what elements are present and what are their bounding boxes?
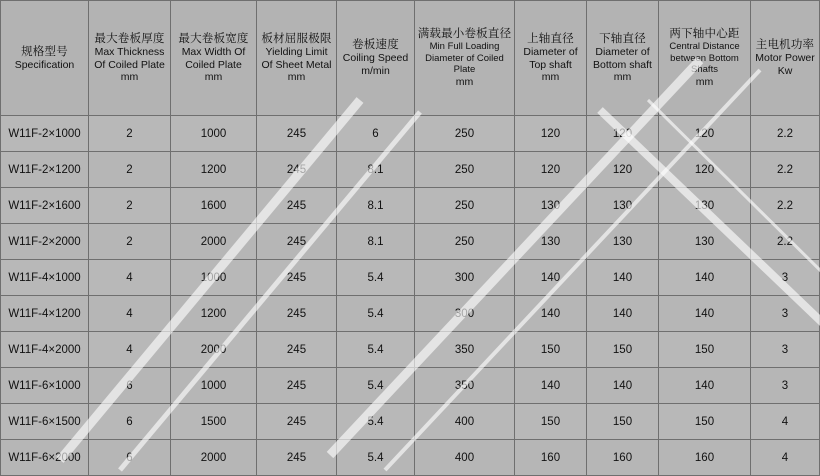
cell-coiling-speed: 8.1 xyxy=(337,224,415,260)
cell-bottom-shaft-diameter: 130 xyxy=(587,188,659,224)
cell-specification: W11F-6×1500 xyxy=(1,404,89,440)
cell-max-thickness: 2 xyxy=(89,116,171,152)
cell-yielding-limit: 245 xyxy=(257,260,337,296)
header-en-text: Diameter of Top shaft xyxy=(523,45,578,71)
cell-bottom-shaft-diameter: 160 xyxy=(587,440,659,476)
table-row xyxy=(1,260,820,296)
cell-specification: W11F-2×1600 xyxy=(1,188,89,224)
header-unit-text: Kw xyxy=(777,65,793,77)
cell-max-width: 1000 xyxy=(171,260,257,296)
table-body xyxy=(1,116,820,476)
cell-max-width: 1000 xyxy=(171,116,257,152)
cell-specification: W11F-6×1000 xyxy=(1,368,89,404)
cell-specification: W11F-2×1000 xyxy=(1,116,89,152)
header-cn-text: 上轴直径 xyxy=(527,32,574,45)
cell-top-shaft-diameter: 150 xyxy=(515,332,587,368)
cell-top-shaft-diameter: 140 xyxy=(515,368,587,404)
column-header-max-thickness xyxy=(89,1,171,116)
header-cn-text: 满载最小卷板直径 xyxy=(417,28,512,41)
cell-max-width: 2000 xyxy=(171,224,257,260)
cell-top-shaft-diameter: 140 xyxy=(515,296,587,332)
cell-min-full-loading-diameter: 350 xyxy=(415,368,515,404)
cell-yielding-limit: 245 xyxy=(257,368,337,404)
column-header-specification xyxy=(1,1,89,116)
cell-yielding-limit: 245 xyxy=(257,188,337,224)
cell-max-thickness: 4 xyxy=(89,260,171,296)
header-unit-text: m/min xyxy=(361,65,390,77)
cell-top-shaft-diameter: 150 xyxy=(515,404,587,440)
cell-min-full-loading-diameter: 300 xyxy=(415,260,515,296)
header-unit-text: mm xyxy=(455,75,474,88)
cell-central-distance: 160 xyxy=(659,440,751,476)
cell-coiling-speed: 6 xyxy=(337,116,415,152)
cell-motor-power: 2.2 xyxy=(751,224,820,260)
column-header-yielding-limit xyxy=(257,1,337,116)
header-en-text: Central Distance between Bottom Shafts xyxy=(669,41,740,76)
cell-coiling-speed: 5.4 xyxy=(337,296,415,332)
cell-top-shaft-diameter: 140 xyxy=(515,260,587,296)
cell-yielding-limit: 245 xyxy=(257,440,337,476)
header-unit-text: mm xyxy=(120,71,139,84)
cell-max-thickness: 4 xyxy=(89,296,171,332)
cell-max-width: 1000 xyxy=(171,368,257,404)
column-header-min-full-loading-diameter xyxy=(415,1,515,116)
column-header-bottom-shaft-diameter xyxy=(587,1,659,116)
cell-specification: W11F-4×1200 xyxy=(1,296,89,332)
header-cn-text: 规格型号 xyxy=(21,45,68,58)
cell-max-thickness: 2 xyxy=(89,188,171,224)
cell-motor-power: 3 xyxy=(751,296,820,332)
header-cn-text: 下轴直径 xyxy=(599,32,646,45)
header-en-text: Min Full Loading Diameter of Coiled Plate xyxy=(425,41,504,76)
header-unit-text: mm xyxy=(204,71,223,84)
cell-min-full-loading-diameter: 300 xyxy=(415,296,515,332)
cell-min-full-loading-diameter: 250 xyxy=(415,116,515,152)
cell-central-distance: 150 xyxy=(659,404,751,440)
table-row xyxy=(1,224,820,260)
cell-yielding-limit: 245 xyxy=(257,296,337,332)
header-unit-text: mm xyxy=(613,71,632,84)
header-en-text: Motor Power xyxy=(755,52,815,65)
cell-coiling-speed: 5.4 xyxy=(337,368,415,404)
cell-max-width: 2000 xyxy=(171,440,257,476)
cell-bottom-shaft-diameter: 120 xyxy=(587,116,659,152)
cell-bottom-shaft-diameter: 130 xyxy=(587,224,659,260)
cell-top-shaft-diameter: 120 xyxy=(515,152,587,188)
column-header-max-width xyxy=(171,1,257,116)
header-unit-text: mm xyxy=(541,71,560,84)
table-row xyxy=(1,116,820,152)
header-cn-text: 板材屈服极限 xyxy=(261,32,332,45)
cell-coiling-speed: 5.4 xyxy=(337,440,415,476)
cell-max-thickness: 2 xyxy=(89,224,171,260)
cell-top-shaft-diameter: 130 xyxy=(515,224,587,260)
cell-yielding-limit: 245 xyxy=(257,332,337,368)
cell-specification: W11F-6×2000 xyxy=(1,440,89,476)
cell-min-full-loading-diameter: 250 xyxy=(415,224,515,260)
table-row xyxy=(1,404,820,440)
cell-coiling-speed: 5.4 xyxy=(337,404,415,440)
cell-central-distance: 130 xyxy=(659,188,751,224)
cell-yielding-limit: 245 xyxy=(257,152,337,188)
cell-bottom-shaft-diameter: 140 xyxy=(587,368,659,404)
table-row xyxy=(1,368,820,404)
cell-bottom-shaft-diameter: 140 xyxy=(587,260,659,296)
header-en-text: Max Width Of Coiled Plate xyxy=(181,45,246,71)
header-unit-text: mm xyxy=(287,71,306,84)
header-cn-text: 主电机功率 xyxy=(755,39,815,52)
cell-central-distance: 140 xyxy=(659,296,751,332)
header-cn-text: 两下轴中心距 xyxy=(669,28,740,41)
table-header xyxy=(1,1,820,116)
cell-central-distance: 140 xyxy=(659,260,751,296)
cell-bottom-shaft-diameter: 120 xyxy=(587,152,659,188)
cell-central-distance: 130 xyxy=(659,224,751,260)
cell-min-full-loading-diameter: 400 xyxy=(415,440,515,476)
cell-motor-power: 3 xyxy=(751,332,820,368)
cell-min-full-loading-diameter: 250 xyxy=(415,188,515,224)
table-row xyxy=(1,152,820,188)
cell-motor-power: 2.2 xyxy=(751,116,820,152)
cell-bottom-shaft-diameter: 150 xyxy=(587,404,659,440)
cell-max-width: 1600 xyxy=(171,188,257,224)
cell-top-shaft-diameter: 160 xyxy=(515,440,587,476)
header-en-text: Yielding Limit Of Sheet Metal xyxy=(261,45,332,71)
cell-central-distance: 140 xyxy=(659,368,751,404)
cell-specification: W11F-4×2000 xyxy=(1,332,89,368)
table-row xyxy=(1,296,820,332)
cell-central-distance: 120 xyxy=(659,152,751,188)
cell-min-full-loading-diameter: 250 xyxy=(415,152,515,188)
table-row xyxy=(1,440,820,476)
cell-motor-power: 3 xyxy=(751,368,820,404)
cell-coiling-speed: 8.1 xyxy=(337,188,415,224)
cell-max-width: 2000 xyxy=(171,332,257,368)
cell-motor-power: 4 xyxy=(751,404,820,440)
column-header-coiling-speed xyxy=(337,1,415,116)
cell-bottom-shaft-diameter: 150 xyxy=(587,332,659,368)
cell-max-thickness: 6 xyxy=(89,404,171,440)
cell-central-distance: 150 xyxy=(659,332,751,368)
cell-top-shaft-diameter: 120 xyxy=(515,116,587,152)
cell-top-shaft-diameter: 130 xyxy=(515,188,587,224)
cell-yielding-limit: 245 xyxy=(257,404,337,440)
cell-max-width: 1200 xyxy=(171,152,257,188)
cell-yielding-limit: 245 xyxy=(257,224,337,260)
cell-max-thickness: 6 xyxy=(89,368,171,404)
cell-max-thickness: 4 xyxy=(89,332,171,368)
column-header-top-shaft-diameter xyxy=(515,1,587,116)
cell-motor-power: 2.2 xyxy=(751,152,820,188)
cell-bottom-shaft-diameter: 140 xyxy=(587,296,659,332)
header-unit-text: mm xyxy=(695,75,714,88)
cell-motor-power: 2.2 xyxy=(751,188,820,224)
column-header-central-distance xyxy=(659,1,751,116)
header-row xyxy=(1,1,820,116)
cell-specification: W11F-4×1000 xyxy=(1,260,89,296)
cell-min-full-loading-diameter: 350 xyxy=(415,332,515,368)
cell-coiling-speed: 5.4 xyxy=(337,332,415,368)
cell-max-width: 1200 xyxy=(171,296,257,332)
table-row xyxy=(1,188,820,224)
column-header-motor-power xyxy=(751,1,820,116)
cell-motor-power: 3 xyxy=(751,260,820,296)
cell-coiling-speed: 5.4 xyxy=(337,260,415,296)
header-en-text: Diameter of Bottom shaft xyxy=(593,45,652,71)
header-en-text: Max Thickness Of Coiled Plate xyxy=(94,45,165,71)
cell-max-thickness: 6 xyxy=(89,440,171,476)
cell-yielding-limit: 245 xyxy=(257,116,337,152)
cell-central-distance: 120 xyxy=(659,116,751,152)
header-en-text: Coiling Speed xyxy=(342,52,409,65)
cell-max-thickness: 2 xyxy=(89,152,171,188)
cell-coiling-speed: 8.1 xyxy=(337,152,415,188)
cell-min-full-loading-diameter: 400 xyxy=(415,404,515,440)
cell-specification: W11F-2×2000 xyxy=(1,224,89,260)
cell-specification: W11F-2×1200 xyxy=(1,152,89,188)
header-cn-text: 卷板速度 xyxy=(352,39,399,52)
header-en-text: Specification xyxy=(14,58,75,71)
cell-motor-power: 4 xyxy=(751,440,820,476)
cell-max-width: 1500 xyxy=(171,404,257,440)
header-cn-text: 最大卷板宽度 xyxy=(178,32,249,45)
table-row xyxy=(1,332,820,368)
header-cn-text: 最大卷板厚度 xyxy=(94,32,165,45)
